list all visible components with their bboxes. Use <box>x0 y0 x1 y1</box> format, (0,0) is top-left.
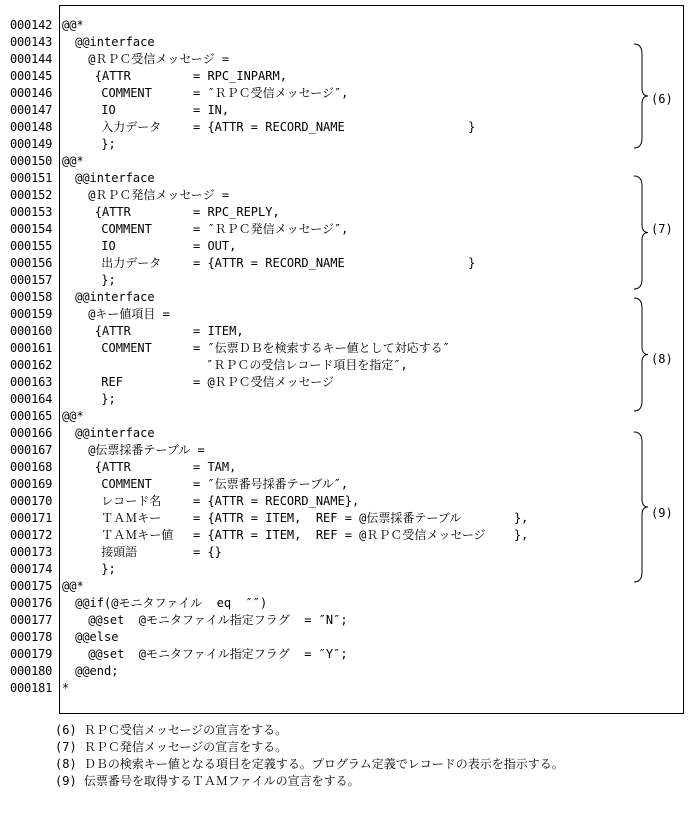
code-text: @@* <box>62 154 84 168</box>
note-6: (6) ＲＰＣ受信メッセージの宣言をする。 <box>55 723 288 737</box>
code-text: @@interface <box>75 426 155 440</box>
code-text: = {} <box>193 545 222 559</box>
line-number-column <box>10 17 58 697</box>
code-text: @@set @モニタファイル指定フラグ = ″N″; <box>88 613 348 627</box>
code-text: 接頭語 <box>101 545 138 559</box>
line-number: 000175 <box>10 579 53 593</box>
code-text: = RPC_REPLY, <box>193 205 280 219</box>
brace-label-8: (8) <box>651 352 673 366</box>
brace-label-7: (7) <box>651 222 673 236</box>
code-text: } <box>468 120 476 134</box>
code-text: IO <box>101 239 116 253</box>
code-text: = IN, <box>193 103 230 117</box>
line-number: 000152 <box>10 188 53 202</box>
line-number: 000150 <box>10 154 53 168</box>
brace-label-6: (6) <box>651 92 673 106</box>
code-text: @ＲＰＣ受信メッセージ = <box>88 52 230 66</box>
code-text: @@interface <box>75 171 155 185</box>
line-number: 000143 <box>10 35 53 49</box>
line-number: 000164 <box>10 392 53 406</box>
code-text: COMMENT <box>101 341 152 355</box>
line-number: 000171 <box>10 511 53 525</box>
line-number: 000144 <box>10 52 53 66</box>
line-number: 000181 <box>10 681 53 695</box>
line-number: 000149 <box>10 137 53 151</box>
line-number: 000176 <box>10 596 53 610</box>
line-number: 000169 <box>10 477 53 491</box>
line-number: 000147 <box>10 103 53 117</box>
code-text: @@else <box>75 630 119 644</box>
code-text: @@if(@モニタファイル eq ″″) <box>75 596 268 610</box>
code-text: @@end; <box>75 664 119 678</box>
note-7: (7) ＲＰＣ発信メッセージの宣言をする。 <box>55 740 288 754</box>
code-text: = ″伝票ＤＢを検索するキー値として対応する″ <box>193 341 450 355</box>
code-text: @@interface <box>75 35 155 49</box>
code-text: = ″伝票番号採番テーブル″, <box>193 477 349 491</box>
code-text: {ATTR <box>94 460 131 474</box>
code-text: }, <box>513 528 529 542</box>
code-text: }; <box>101 273 116 287</box>
code-text: @@set @モニタファイル指定フラグ = ″Y″; <box>88 647 348 661</box>
line-number: 000178 <box>10 630 53 644</box>
code-text: = OUT, <box>193 239 237 253</box>
line-number: 000162 <box>10 358 53 372</box>
line-number: 000172 <box>10 528 53 542</box>
code-text: = RPC_INPARM, <box>193 69 287 83</box>
code-text: = @ＲＰＣ受信メッセージ <box>193 375 334 389</box>
code-text: = ″ＲＰＣ発信メッセージ″, <box>193 222 349 236</box>
line-number: 000159 <box>10 307 53 321</box>
note-8: (8) ＤＢの検索キー値となる項目を定義する。プログラム定義でレコードの表示を指示する。 <box>55 757 564 771</box>
code-text: @@* <box>62 18 84 32</box>
line-number: 000146 <box>10 86 53 100</box>
notes-list <box>55 722 564 790</box>
line-number: 000177 <box>10 613 53 627</box>
code-text: * <box>62 681 70 695</box>
line-number: 000166 <box>10 426 53 440</box>
line-number: 000163 <box>10 375 53 389</box>
line-number: 000179 <box>10 647 53 661</box>
line-number: 000168 <box>10 460 53 474</box>
code-text: レコード名 <box>101 494 162 508</box>
line-number: 000167 <box>10 443 53 457</box>
code-text: COMMENT <box>101 222 152 236</box>
code-text: @伝票採番テーブル = <box>88 443 205 457</box>
code-text: } <box>468 256 476 270</box>
line-number: 000160 <box>10 324 53 338</box>
code-text: @@* <box>62 409 84 423</box>
line-number: 000180 <box>10 664 53 678</box>
code-text: 出力データ <box>101 256 162 270</box>
line-number: 000142 <box>10 18 53 32</box>
line-number: 000161 <box>10 341 53 355</box>
line-number: 000153 <box>10 205 53 219</box>
line-number: 000173 <box>10 545 53 559</box>
code-text: 入力データ <box>101 120 162 134</box>
code-text: ＴＡＭキー <box>101 511 162 525</box>
code-text: COMMENT <box>101 477 152 491</box>
code-text: ″ＲＰＣの受信レコード項目を指定″, <box>206 358 408 372</box>
code-text: @@* <box>62 579 84 593</box>
code-text: = TAM, <box>193 460 237 474</box>
code-text: COMMENT <box>101 86 152 100</box>
code-text: = {ATTR = RECORD_NAME <box>193 256 345 270</box>
code-text: = ″ＲＰＣ受信メッセージ″, <box>193 86 349 100</box>
line-number: 000148 <box>10 120 53 134</box>
code-text: }; <box>101 392 116 406</box>
line-number: 000157 <box>10 273 53 287</box>
code-text: @キー値項目 = <box>88 307 170 321</box>
code-text: ＴＡＭキー値 <box>101 528 174 542</box>
line-number: 000156 <box>10 256 53 270</box>
line-number: 000158 <box>10 290 53 304</box>
code-text: }; <box>101 562 116 576</box>
code-text: {ATTR <box>94 324 131 338</box>
code-text: {ATTR <box>94 69 131 83</box>
code-box <box>59 5 684 714</box>
code-text: = {ATTR = ITEM, REF = @伝票採番テーブル <box>193 511 462 525</box>
note-9: (9) 伝票番号を取得するＴＡＭファイルの宣言をする。 <box>55 774 360 788</box>
line-number: 000154 <box>10 222 53 236</box>
line-number: 000155 <box>10 239 53 253</box>
code-text: @@interface <box>75 290 155 304</box>
line-number: 000151 <box>10 171 53 185</box>
code-text: = {ATTR = RECORD_NAME <box>193 120 345 134</box>
line-number: 000170 <box>10 494 53 508</box>
code-text: {ATTR <box>94 205 131 219</box>
code-text: REF <box>101 375 123 389</box>
line-number: 000174 <box>10 562 53 576</box>
code-text: = ITEM, <box>193 324 244 338</box>
brace-label-9: (9) <box>651 506 673 520</box>
code-text: IO <box>101 103 116 117</box>
code-text: = {ATTR = ITEM, REF = @ＲＰＣ受信メッセージ <box>193 528 486 542</box>
line-number: 000165 <box>10 409 53 423</box>
line-number: 000145 <box>10 69 53 83</box>
code-text: @ＲＰＣ発信メッセージ = <box>88 188 230 202</box>
code-text: }, <box>513 511 529 525</box>
code-text: }; <box>101 137 116 151</box>
code-text: = {ATTR = RECORD_NAME}, <box>193 494 360 508</box>
